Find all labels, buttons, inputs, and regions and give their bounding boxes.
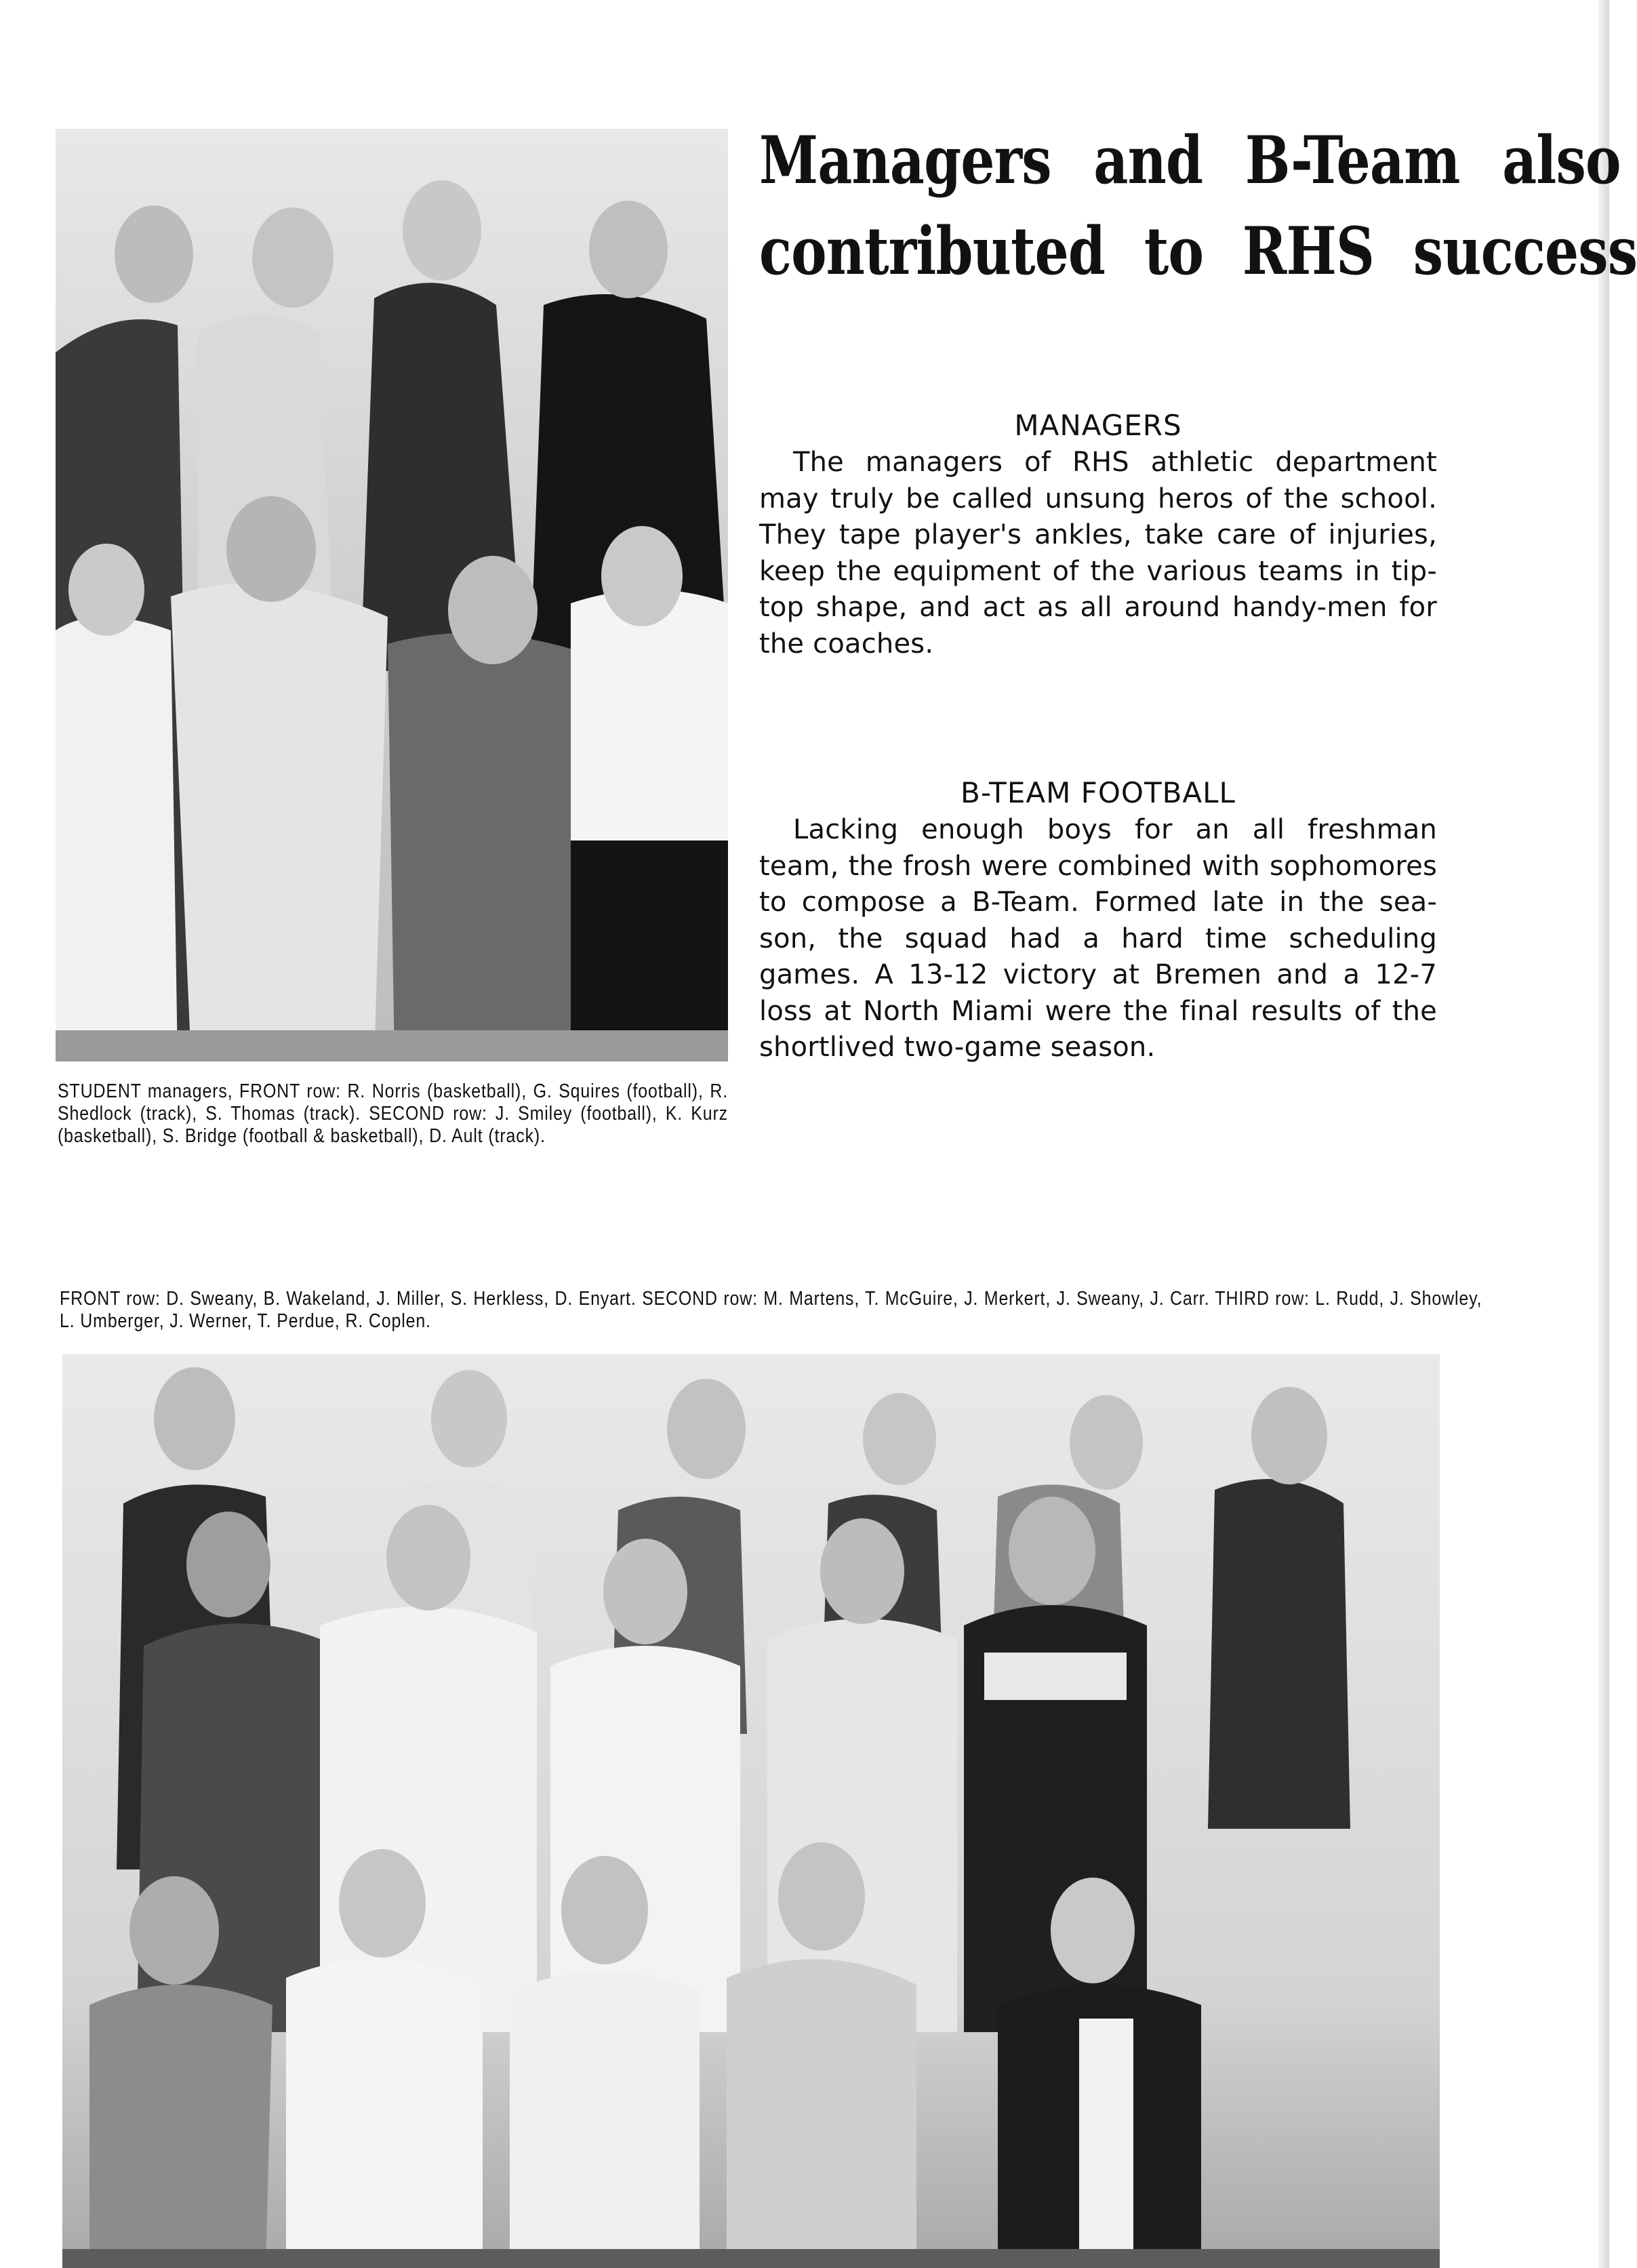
headline-word: contributed: [759, 213, 1106, 289]
bteam-photo-drawing: [62, 1354, 1440, 2268]
page-headline: [759, 115, 1637, 297]
page-edge: [1598, 0, 1609, 2268]
bteam-photo-caption: FRONT row: D. Sweany, B. Wakeland, J. Miller, S. Herkless, D. Enyart. SECOND row: M. Martens, T. McGuire, J. Merkert, J. Sweany, J. Carr. THIRD row: L. Rudd, J. Showley, L. Umberger, J. Werner, T. Perdue, R. Coplen.: [60, 1288, 1482, 1332]
bteam-body: Lacking enough boys for an all freshman team, the frosh were combined with sophomores to compose a B-Team. Formed late in the sea-son, the squad had a hard time scheduling games. A 13-12 victory at Bremen and a 12-7 loss at North Miami were the final results of the shortlived two-game season.: [759, 814, 1437, 1063]
managers-body: The managers of RHS athletic department may truly be called unsung heros of the school. They tape player's ankles, take care of injuries, keep the equipment of the various teams in tip-top shape, and act as all around handy-men for the coaches.: [759, 447, 1437, 660]
managers-heading: MANAGERS: [1014, 409, 1182, 442]
headline-word: Managers: [759, 122, 1051, 199]
managers-photo-drawing: [56, 129, 728, 1061]
managers-group-photo: [56, 129, 728, 1061]
headline-word: RHS: [1242, 213, 1375, 289]
bteam-section: [759, 774, 1437, 1066]
headline-word: and: [1093, 122, 1203, 199]
headline-word: to: [1144, 213, 1204, 289]
managers-section: [759, 407, 1437, 662]
headline-word: also: [1502, 122, 1621, 199]
managers-photo-caption: STUDENT managers, FRONT row: R. Norris (basketball), G. Squires (football), R. Shedlock (track), S. Thomas (track). SECOND row: J. Smiley (football), K. Kurz (basketball), S. Bridge (football & basketball), D. Ault (track).: [58, 1080, 728, 1147]
bteam-heading: B-TEAM FOOTBALL: [961, 776, 1236, 809]
headline-line-1: [759, 115, 1621, 206]
bteam-group-photo: [62, 1354, 1440, 2268]
headline-word: B-Team: [1245, 122, 1460, 199]
headline-line-2: [759, 206, 1637, 297]
headline-word: success: [1413, 213, 1637, 289]
